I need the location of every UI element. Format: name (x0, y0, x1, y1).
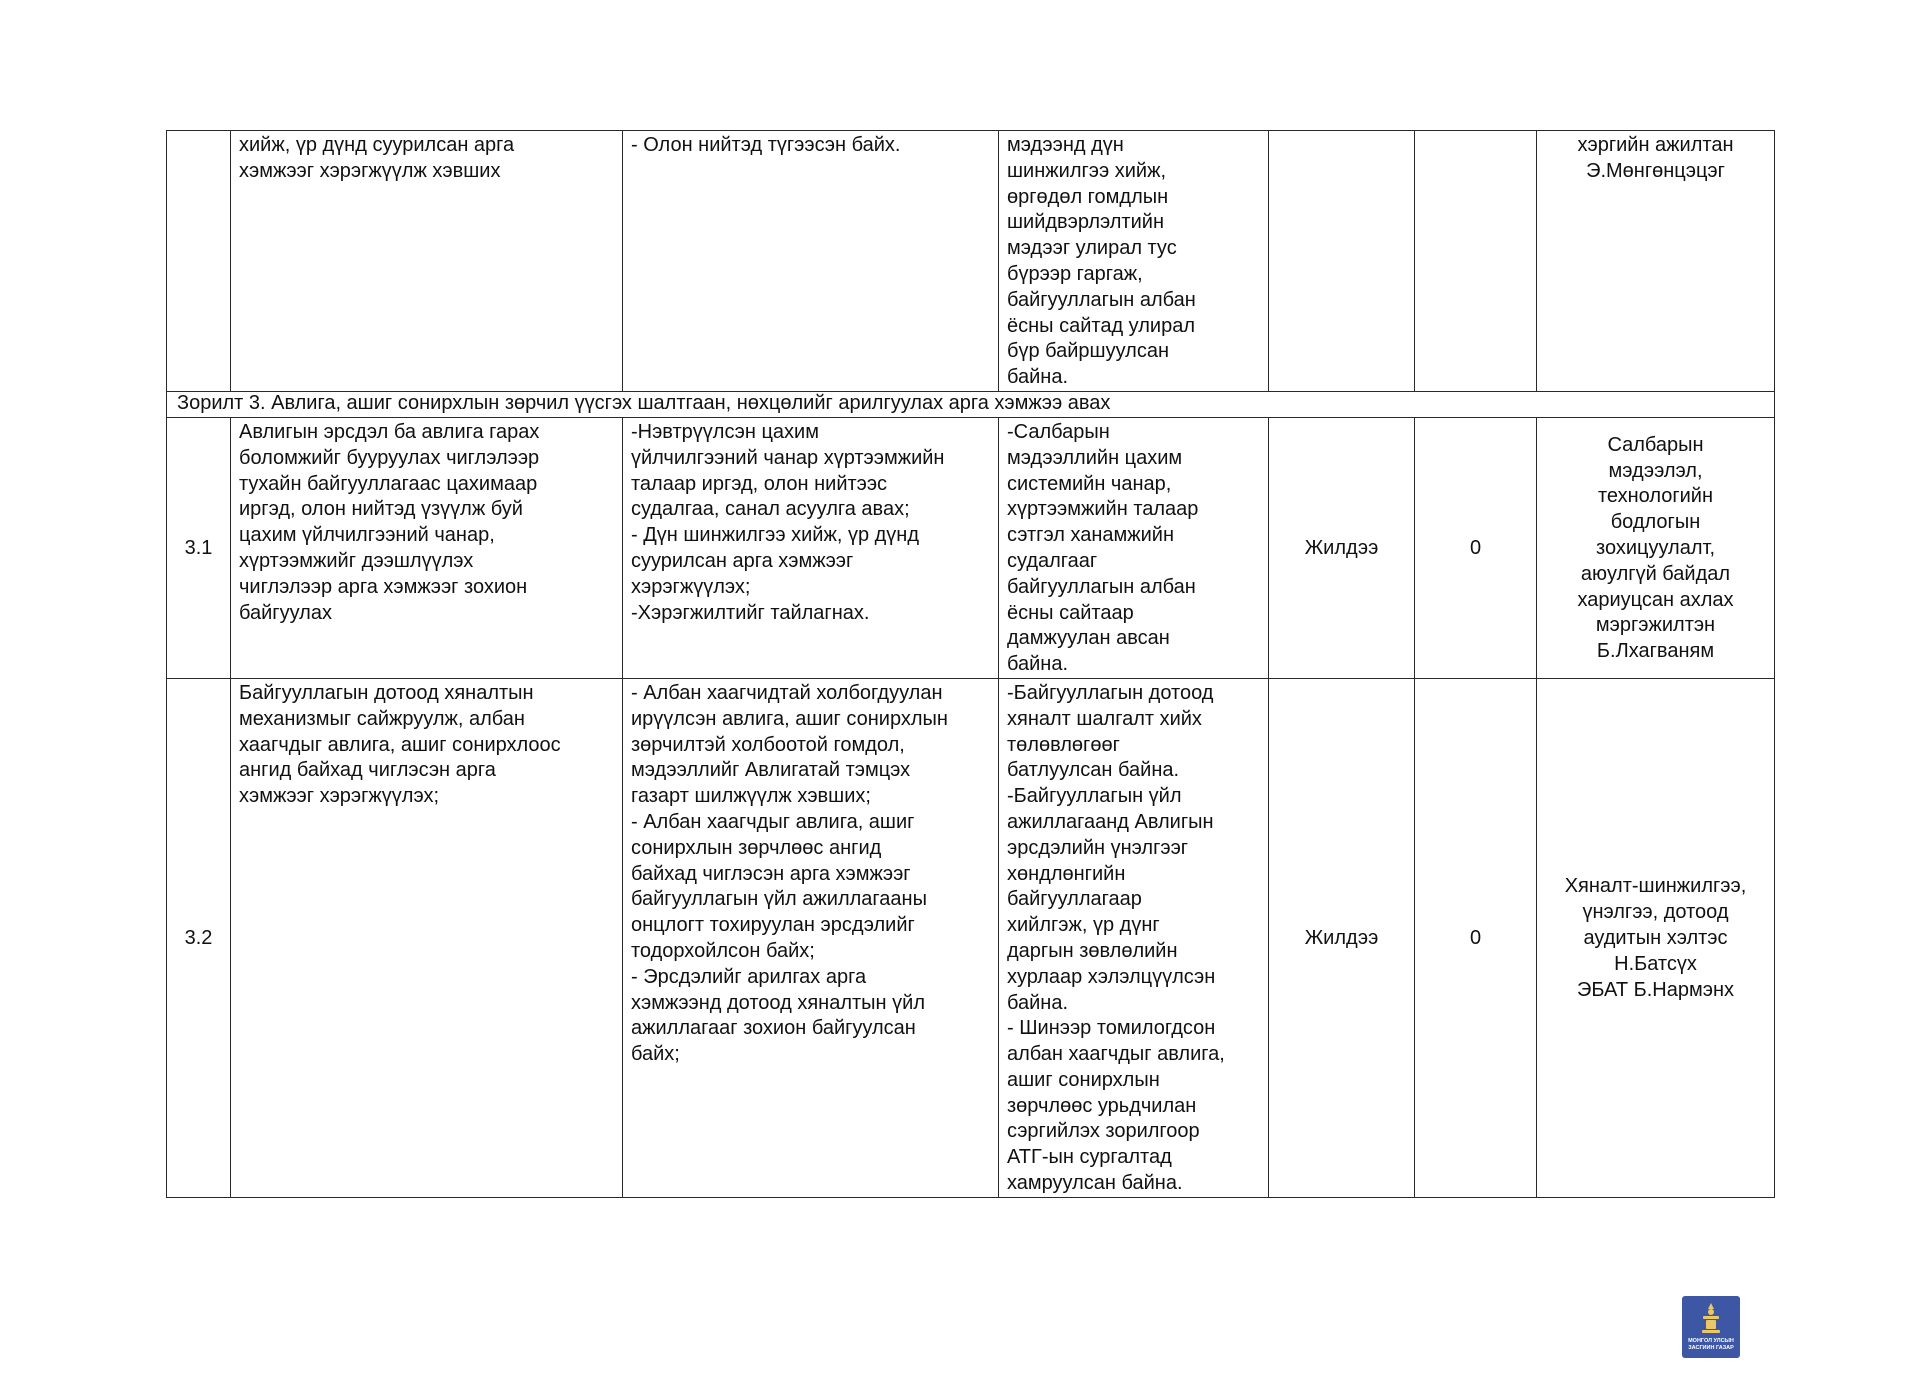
cell-responsible (1537, 678, 1775, 1197)
cell-text-line: Э.Мөнгөнцэцэг (1586, 159, 1725, 182)
cell-text-line: тухайн байгууллагаас цахимаар (239, 472, 538, 495)
cell-text-line: хариуцсан ахлах (1577, 588, 1734, 611)
cell-indicator (999, 678, 1269, 1197)
cell-text-line: хэмжээг хэрэгжүүлэх; (239, 785, 440, 808)
cell-text-line: системийн чанар, (1007, 472, 1172, 495)
emblem-caption-line1: МОНГОЛ УЛСЫН (1688, 1338, 1734, 1344)
cell-text-line: боломжийг бууруулах чиглэлээр (239, 446, 540, 469)
cell-text-line: Байгууллагын дотоод хяналтын (239, 681, 534, 704)
cell-text-line: бодлогын (1610, 511, 1701, 534)
cell-text-line: хийлгэж, үр дүнг (1007, 914, 1160, 937)
cell-text-line: аюулгүй байдал (1580, 562, 1731, 585)
cell-text-line: хэрэгжүүлэх; (631, 575, 751, 598)
cell-expected-result (623, 417, 999, 678)
cell-text-line: чиглэлээр арга хэмжээг зохион (239, 575, 528, 598)
cell-text-line: хаагчдыг авлига, ашиг сонирхлоос (239, 733, 561, 756)
cell-text-line: иргэд, олон нийтэд үзүүлж буй (239, 498, 523, 521)
cell-period: Жилдээ (1269, 417, 1415, 678)
cell-period: Жилдээ (1269, 678, 1415, 1197)
cell-number (167, 131, 231, 392)
cell-text-line: албан хаагчдыг авлига, (1007, 1043, 1225, 1066)
cell-text-line: Б.Лхагваням (1596, 640, 1715, 663)
cell-text-line: - Эрсдэлийг арилгах арга (631, 965, 867, 988)
cell-text-line: аудитын хэлтэс (1583, 927, 1728, 949)
cell-text-line: ёсны сайтаар (1007, 601, 1134, 624)
cell-responsible (1537, 131, 1775, 392)
cell-text-line: судалгааг (1007, 549, 1098, 572)
cell-period (1269, 131, 1415, 392)
cell-text-line: зөрчилтэй холбоотой гомдол, (631, 733, 905, 756)
cell-text-line: хүртээмжийг дээшлүүлэх (239, 549, 474, 572)
state-emblem-icon (1697, 1302, 1725, 1336)
cell-text-line: хэмжээнд дотоод хяналтын үйл (631, 991, 925, 1014)
cell-text-line: Хяналт-шинжилгээ, (1564, 875, 1747, 898)
cell-text-line: байгууллагын үйл ажиллагааны (631, 888, 927, 911)
cell-activity (231, 678, 623, 1197)
cell-responsible (1537, 417, 1775, 678)
cell-text-line: хэмжээг хэрэгжүүлж хэвших (239, 159, 501, 182)
cell-text-line: байх; (631, 1043, 680, 1066)
cell-text-line: шийдвэрлэлтийн (1007, 211, 1164, 234)
cell-text-line: ирүүлсэн авлига, ашиг сонирхлын (631, 707, 948, 730)
cell-expected-result (623, 131, 999, 392)
objective-row (167, 391, 1775, 417)
cell-activity (231, 131, 623, 392)
cell-text-line: суурилсан арга хэмжээг (631, 549, 854, 572)
cell-text-line: даргын зөвлөлийн (1007, 939, 1178, 962)
cell-text-line: сэтгэл ханамжийн (1007, 524, 1175, 547)
cell-text-line: Н.Батсүх (1614, 952, 1697, 975)
cell-text-line: бүр байршуулсан (1007, 340, 1169, 363)
cell-text-line: - Олон нийтэд түгээсэн байх. (631, 134, 901, 156)
cell-text-line: хурлаар хэлэлцүүлсэн (1007, 965, 1216, 988)
cell-text-line: зохицуулалт, (1596, 537, 1715, 560)
cell-text-line: ажиллагааг зохион байгуулсан (631, 1017, 916, 1040)
cell-text-line: хэргийн ажилтан (1577, 134, 1734, 156)
cell-text-line: механизмыг сайжруулж, албан (239, 707, 525, 730)
objective-heading: Зорилт 3. Авлига, ашиг сонирхлын зөрчил үүсгэх шалтгаан, нөхцөлийг арилгуулах арга хэмжээ авах (167, 391, 1775, 417)
cell-text-line: -Нэвтрүүлсэн цахим (631, 420, 819, 443)
government-emblem (1682, 1296, 1740, 1358)
cell-text-line: дамжуулан авсан (1007, 627, 1170, 650)
table-row (167, 417, 1775, 678)
cell-text-line: талаар иргэд, олон нийтээс (631, 472, 888, 495)
cell-text-line: - Албан хаагчдыг авлига, ашиг (631, 810, 915, 833)
cell-activity (231, 417, 623, 678)
cell-text-line: -Байгууллагын үйл (1007, 785, 1182, 808)
cell-text-line: ЭБАТ Б.Нармэнх (1577, 978, 1734, 1001)
cell-text-line: байхад чиглэсэн арга хэмжээг (631, 862, 911, 885)
cell-number: 3.1 (167, 417, 231, 678)
cell-text-line: хамруулсан байна. (1007, 1172, 1183, 1195)
cell-text-line: судалгаа, санал асуулга авах; (631, 498, 910, 521)
cell-text-line: Салбарын (1607, 433, 1704, 456)
cell-text-line: хяналт шалгалт хийх (1007, 707, 1202, 730)
cell-number: 3.2 (167, 678, 231, 1197)
cell-text-line: онцлогт тохируулан эрсдэлийг (631, 914, 915, 937)
cell-text-line: үйлчилгээний чанар хүртээмжийн (631, 446, 945, 469)
cell-text-line: мэдээлэл, (1608, 459, 1703, 482)
cell-text-line: ашиг сонирхлын (1007, 1068, 1160, 1091)
cell-text-line: хийж, үр дүнд суурилсан арга (239, 134, 515, 156)
table-row (167, 131, 1775, 392)
cell-text-line: мэдээллийн цахим (1007, 446, 1183, 469)
cell-text-line: хөндлөнгийн (1007, 862, 1126, 885)
cell-text-line: байгууллагын албан (1007, 575, 1196, 598)
cell-text-line: байна. (1007, 366, 1069, 389)
cell-text-line: - Дүн шинжилгээ хийж, үр дүнд (631, 524, 920, 547)
cell-expected-result (623, 678, 999, 1197)
cell-text-line: тодорхойлсон байх; (631, 939, 815, 962)
cell-text-line: өргөдөл гомдлын (1007, 185, 1169, 208)
cell-text-line: батлуулсан байна. (1007, 759, 1180, 782)
cell-text-line: ажиллагаанд Авлигын (1007, 810, 1214, 833)
cell-text-line: зөрчлөөс урьдчилан (1007, 1094, 1197, 1117)
cell-text-line: ангид байхад чиглэсэн арга (239, 759, 496, 782)
cell-text-line: мэдээг улирал тус (1007, 237, 1177, 260)
action-plan-table (166, 130, 1775, 1198)
cell-text-line: -Хэрэгжилтийг тайлагнах. (631, 601, 870, 624)
cell-text-line: эрсдэлийн үнэлгээг (1007, 836, 1189, 859)
cell-indicator (999, 131, 1269, 392)
cell-text-line: мэдээллийг Авлигатай тэмцэх (631, 759, 911, 782)
cell-text-line: - Шинээр томилогдсон (1007, 1017, 1216, 1040)
cell-text-line: төлөвлөгөөг (1007, 733, 1120, 756)
cell-text-line: байна. (1007, 653, 1069, 676)
cell-indicator (999, 417, 1269, 678)
cell-text-line: Авлигын эрсдэл ба авлига гарах (239, 420, 540, 443)
cell-text-line: ёсны сайтад улирал (1007, 314, 1195, 337)
cell-text-line: хүртээмжийн талаар (1007, 498, 1199, 521)
emblem-caption-line2: ЗАСГИЙН ГАЗАР (1688, 1345, 1734, 1351)
cell-text-line: мэргэжилтэн (1595, 614, 1716, 637)
cell-text-line: - Албан хаагчидтай холбогдуулан (631, 681, 943, 704)
cell-text-line: -Салбарын (1007, 420, 1110, 443)
cell-text-line: газарт шилжүүлж хэвших; (631, 785, 871, 808)
table-row (167, 678, 1775, 1197)
cell-text-line: байгууллагаар (1007, 888, 1142, 911)
cell-text-line: мэдээнд дүн (1007, 134, 1124, 156)
cell-text-line: бүрээр гаргаж, (1007, 262, 1143, 285)
cell-text-line: үнэлгээ, дотоод (1582, 901, 1729, 924)
cell-budget: 0 (1415, 417, 1537, 678)
cell-text-line: -Байгууллагын дотоод (1007, 681, 1214, 704)
cell-budget: 0 (1415, 678, 1537, 1197)
cell-text-line: шинжилгээ хийж, (1007, 159, 1167, 182)
cell-text-line: АТГ-ын сургалтад (1007, 1146, 1172, 1169)
cell-text-line: сэргийлэх зорилгоор (1007, 1120, 1200, 1143)
cell-text-line: байгууллагын албан (1007, 288, 1196, 311)
cell-text-line: сонирхлын зөрчлөөс ангид (631, 836, 882, 859)
cell-text-line: технологийн (1597, 485, 1714, 508)
cell-text-line: цахим үйлчилгээний чанар, (239, 524, 495, 547)
cell-text-line: байна. (1007, 991, 1069, 1014)
cell-budget (1415, 131, 1537, 392)
cell-text-line: байгуулах (239, 601, 332, 624)
